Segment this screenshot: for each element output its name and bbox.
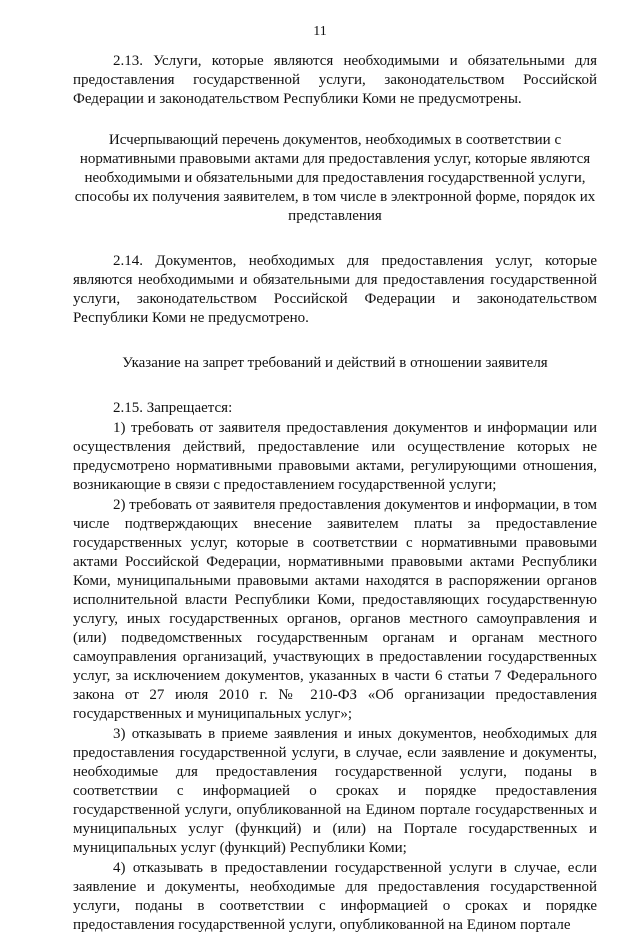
paragraph-2-13: 2.13. Услуги, которые являются необходимыми и обязательными для предоставления государственной услуги, законодательством Российской Федерации и законодательством Республики Коми не предусмотрены. [73,53,597,107]
list-item-4: 4) отказывать в предоставлении государственной услуги в случае, если заявление и документы, необходимые для предоставления государственной услуги, поданы в соответствии с информацией о сроках и порядке предоставления государственной услуги, опубликованной на Едином портале [73,860,597,933]
list-item-3: 3) отказывать в приеме заявления и иных документов, необходимых для предоставления государственной услуги, в случае, если заявление и документы, необходимые для предоставления государственной услуги, поданы в соответствии с информацией о сроках и порядке предоставления государственной услуги, опубликованной на Едином портале государственных и муниципальных услуг (функций) и (или) на Портале государственных и муниципальных услуг (функций) Республики Коми; [73,726,597,856]
section-heading-prohibitions: Указание на запрет требований и действий в отношении заявителя [122,355,548,371]
section-heading-documents: Исчерпывающий перечень документов, необходимых в соответствии с нормативными правовыми актами для предоставления услуг, которые являются необходимыми и обязательными для предоставления государственной услуги, способы их получения заявителем, в том числе в электронной форме, порядок их представления [74,132,596,224]
list-item-2: 2) требовать от заявителя предоставления документов и информации, в том числе подтверждающих внесение заявителем платы за предоставление государственных услуг, которые в соответствии с нормативными правовыми актами Российской Федерации, нормативными правовыми актами Республики Коми, муниципальными правовыми актами находятся в распоряжении органов исполнительной власти Республики Коми, предоставляющих государственную услугу, иных государственных органов, органов местного самоуправления и (или) подведомственных государственным органам и органам местного самоуправления организаций, участвующих в предоставлении государственных услуг, за исключением документов, указанных в части 6 статьи 7 Федерального закона от 27 июля 2010 г. № 210-ФЗ «Об организации предоставления государственных и муниципальных услуг»; [73,497,597,722]
paragraph-2-15-intro: 2.15. Запрещается: [113,400,233,416]
list-item-1: 1) требовать от заявителя предоставления документов и информации или осуществления действий, предоставление или осуществление которых не предусмотрено нормативными правовыми актами, регулирующими отношения, возникающие в связи с предоставлением государственной услуги; [73,420,597,493]
document-body [73,52,597,935]
paragraph-2-14: 2.14. Документов, необходимых для предоставления услуг, которые являются необходимыми и обязательными для предоставления государственной услуги, законодательством Российской Федерации и законодательством Республики Коми не предусмотрено. [73,253,597,326]
page-number: 11 [313,24,327,39]
